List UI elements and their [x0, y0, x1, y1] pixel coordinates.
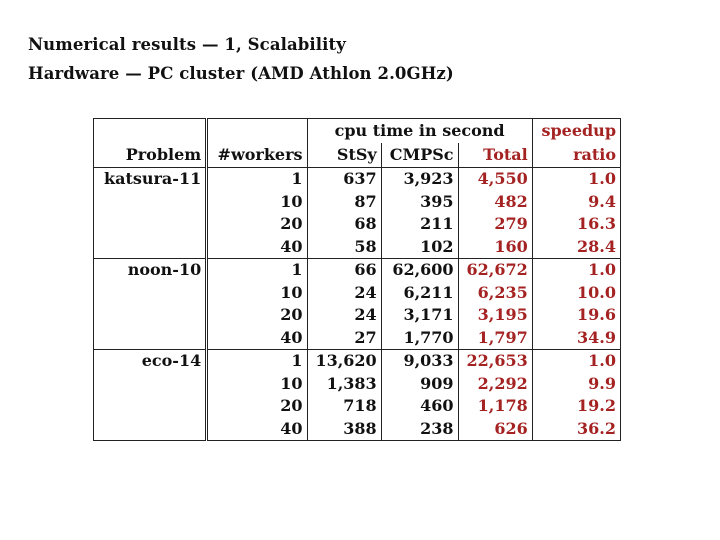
cmpsc-cell: 909 [381, 373, 458, 396]
stsy-cell: 27 [307, 327, 381, 350]
stsy-cell: 1,383 [307, 373, 381, 396]
stsy-cell: 68 [307, 213, 381, 236]
header-ratio: ratio [532, 143, 620, 168]
speedup-cell: 9.9 [588, 373, 616, 393]
total-cell: 62,672 [458, 259, 532, 282]
table-row [94, 236, 621, 259]
speedup-cell: 1.0 [532, 259, 620, 282]
total-cell: 482 [458, 191, 532, 214]
problem-cell [94, 213, 207, 236]
total-cell: 2,292 [458, 373, 532, 396]
cmpsc-cell: 9,033 [381, 350, 458, 373]
table-row [94, 418, 621, 441]
speedup-cell: 34.9 [577, 327, 616, 347]
header-stsy: StSy [307, 143, 381, 168]
stsy-cell: 24 [307, 304, 381, 327]
header-row-1 [94, 119, 621, 144]
speedup-cell: 16.3 [577, 214, 616, 233]
workers-cell: 1 [207, 259, 307, 282]
total-cell: 4,550 [458, 168, 532, 191]
cmpsc-cell: 238 [381, 418, 458, 441]
problem-cell [94, 282, 207, 305]
stsy-cell: 388 [307, 418, 381, 441]
problem-cell [94, 236, 207, 259]
cmpsc-cell: 460 [381, 395, 458, 418]
table-row [94, 191, 621, 214]
header-total: Total [458, 143, 532, 168]
stsy-cell: 87 [307, 191, 381, 214]
problem-cell [94, 327, 207, 350]
table-row [94, 282, 621, 305]
header-cpu-time: cpu time in second [307, 119, 532, 144]
table-row [94, 304, 621, 327]
table-row [94, 350, 621, 373]
problem-cell: noon-10 [94, 259, 207, 282]
cmpsc-cell: 3,171 [381, 304, 458, 327]
workers-cell: 10 [207, 282, 307, 305]
workers-cell: 10 [207, 373, 307, 396]
workers-cell: 1 [207, 350, 307, 373]
speedup-cell: 19.2 [577, 396, 616, 415]
total-cell: 1,797 [458, 327, 532, 350]
table-row [94, 259, 621, 282]
problem-cell: katsura-11 [94, 168, 207, 191]
workers-cell: 20 [207, 213, 307, 236]
workers-cell: 1 [207, 168, 307, 191]
stsy-cell: 637 [307, 168, 381, 191]
cmpsc-cell: 211 [381, 213, 458, 236]
header-row-2 [94, 143, 621, 168]
cmpsc-cell: 395 [381, 191, 458, 214]
header-speedup: speedup [541, 120, 616, 140]
stsy-cell: 66 [307, 259, 381, 282]
problem-cell: eco-14 [94, 350, 207, 373]
total-cell: 626 [458, 418, 532, 441]
workers-cell: 40 [207, 418, 307, 441]
speedup-cell: 9.4 [588, 191, 616, 211]
total-cell: 3,195 [458, 304, 532, 327]
cmpsc-cell: 3,923 [381, 168, 458, 191]
cmpsc-cell: 6,211 [381, 282, 458, 305]
workers-cell: 20 [207, 304, 307, 327]
table-row [94, 213, 621, 236]
header-workers: #workers [207, 143, 307, 168]
table-row [94, 327, 621, 350]
header-cmpsc: CMPSc [381, 143, 458, 168]
total-cell: 279 [458, 213, 532, 236]
workers-cell: 40 [207, 236, 307, 259]
results-table [93, 118, 621, 441]
speedup-cell: 10.0 [577, 282, 616, 302]
total-cell: 160 [458, 236, 532, 259]
stsy-cell: 718 [307, 395, 381, 418]
hardware-subtitle: Hardware — PC cluster (AMD Athlon 2.0GHz) [28, 64, 454, 83]
problem-cell [94, 304, 207, 327]
slide-title: Numerical results — 1, Scalability [28, 35, 346, 54]
speedup-cell: 36.2 [577, 418, 616, 438]
table-row [94, 373, 621, 396]
table-row [94, 395, 621, 418]
workers-cell: 40 [207, 327, 307, 350]
speedup-cell: 1.0 [532, 350, 620, 373]
problem-cell [94, 395, 207, 418]
header-workers-top [207, 119, 307, 144]
stsy-cell: 58 [307, 236, 381, 259]
speedup-cell: 1.0 [588, 169, 616, 188]
cmpsc-cell: 102 [381, 236, 458, 259]
table-row [94, 168, 621, 191]
total-cell: 1,178 [458, 395, 532, 418]
cmpsc-cell: 62,600 [381, 259, 458, 282]
total-cell: 22,653 [458, 350, 532, 373]
stsy-cell: 24 [307, 282, 381, 305]
workers-cell: 20 [207, 395, 307, 418]
speedup-cell: 28.4 [577, 236, 616, 256]
header-problem-top [94, 119, 207, 144]
problem-cell [94, 191, 207, 214]
stsy-cell: 13,620 [307, 350, 381, 373]
total-cell: 6,235 [458, 282, 532, 305]
speedup-cell: 19.6 [577, 305, 616, 324]
cmpsc-cell: 1,770 [381, 327, 458, 350]
problem-cell [94, 418, 207, 441]
workers-cell: 10 [207, 191, 307, 214]
problem-cell [94, 373, 207, 396]
header-problem: Problem [94, 143, 207, 168]
